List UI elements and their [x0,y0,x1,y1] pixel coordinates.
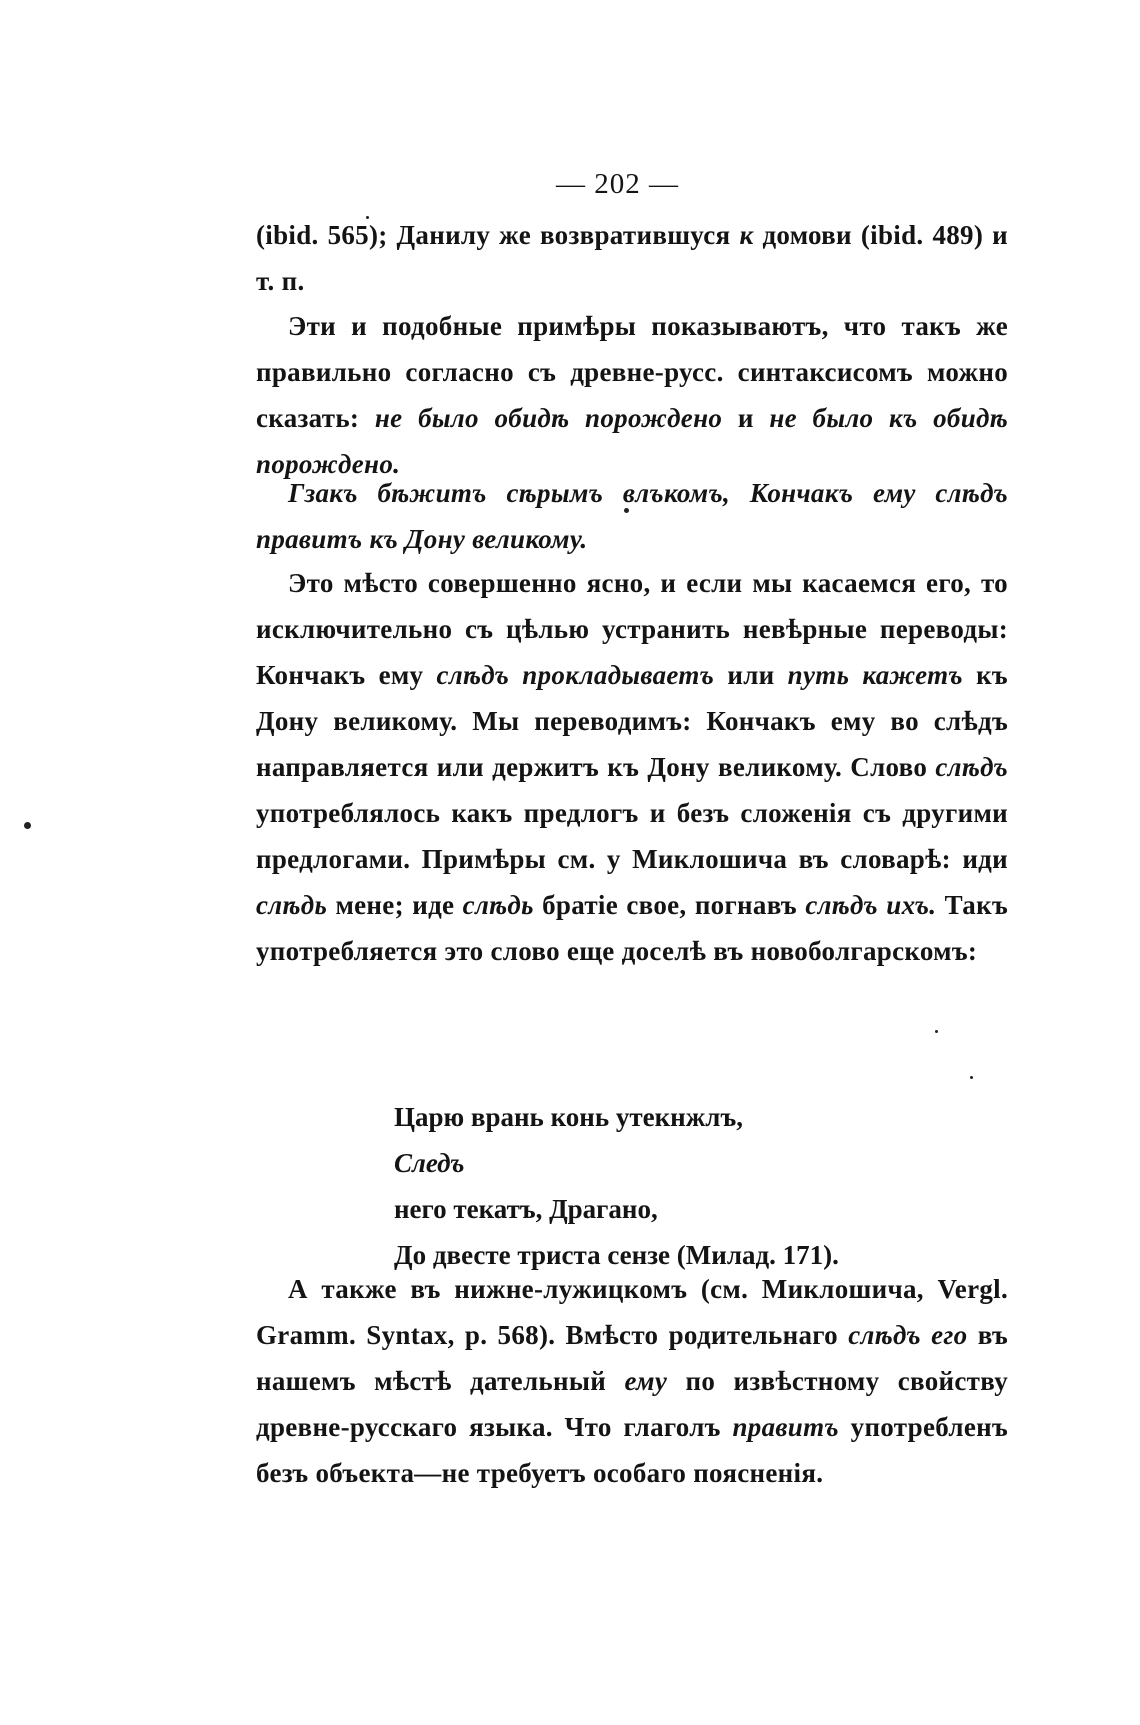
emphasis-text: слѣдъ прокладываетъ [436,660,715,690]
emphasis-text: слѣдъ [935,752,1008,782]
poem-line-3: До двесте триста сензе (Милад. 171). [394,1240,839,1270]
body-text: Эти и подобные примѣры показываютъ, что такъ же правильно согласно съ древне-русс. синтаксисомъ можно сказать: [256,311,1008,433]
body-text: мене; иде [327,890,463,920]
scan-speck [366,216,369,219]
poem-line-1: Царю врань конь утекнжлъ, [394,1102,743,1132]
emphasis-text: не было къ обидѣ порождено. [256,403,1009,479]
body-text: Это мѣсто совершенно ясно, и если мы касаемся его, то исключительно съ цѣлью устранить невѣрные переводы: Кончакъ ему [256,568,1008,690]
emphasis-text: слѣдъ ихъ. [805,890,937,920]
scan-speck [935,1030,938,1033]
body-text: и [722,403,770,433]
quotation-text: Гзакъ бѣжитъ сѣрымъ влъкомъ, Кончакъ ему слѣдъ правитъ къ Дону великому. [256,478,1008,554]
citation-text: (ibid. 565); [256,220,397,250]
body-text: братіе свое, погнавъ [533,890,806,920]
paragraph-examples [256,303,1008,487]
body-text: употребленъ безъ объекта—не требуетъ особаго поясненія. [256,1412,1009,1488]
emphasis-text: к [739,220,754,250]
page-number: — 202 — [556,168,679,200]
emphasis-text: слѣдь [462,890,534,920]
scan-speck [970,1076,973,1079]
body-text: или [714,660,788,690]
body-text: А также въ нижне-лужицкомъ (см. Миклошича, Vergl. Gramm. Syntax, p. 568). Вмѣсто родительнаго [256,1274,1008,1350]
scan-speck [24,822,31,829]
paragraph-final [256,1266,1008,1496]
emphasis-text: слѣдъ его [848,1320,968,1350]
body-text: употреблялось какъ предлогъ и безъ сложенія съ другими предлогами. Примѣры см. у Миклошича въ словарѣ: иди [256,798,1008,874]
poem-block [394,1094,954,1278]
body-text: въ нашемъ мѣстѣ дательный [256,1320,1008,1396]
emphasis-text: не было обидѣ порождено [374,403,723,433]
quote-text: Данилу же возвратившуся [396,220,740,250]
emphasis-text: правитъ [732,1412,839,1442]
paragraph-commentary [256,560,1008,974]
emphasis-text: Следъ [394,1148,465,1178]
emphasis-text: ему [624,1366,668,1396]
paragraph-continuation [256,212,1008,304]
citation-text: домови (ibid. 489) и т. п. [256,220,1008,296]
poem-line-2-rest: него текатъ, Драгано, [394,1194,658,1224]
emphasis-text: слѣдь [256,890,328,920]
body-text: къ Дону великому. Мы переводимъ: Кончакъ ему во слѣдъ направляется или держитъ къ Дону великому. Слово [256,660,1008,782]
poem-line-2 [394,1140,954,1232]
emphasis-text: путь кажетъ [787,660,963,690]
scan-speck [624,508,629,513]
body-text: по извѣстному свойству древне-русскаго языка. Что глаголъ [256,1366,1008,1442]
paragraph-quotation [256,470,1008,562]
body-text: Такъ употребляется это слово еще доселѣ въ новоболгарскомъ: [256,890,1009,966]
